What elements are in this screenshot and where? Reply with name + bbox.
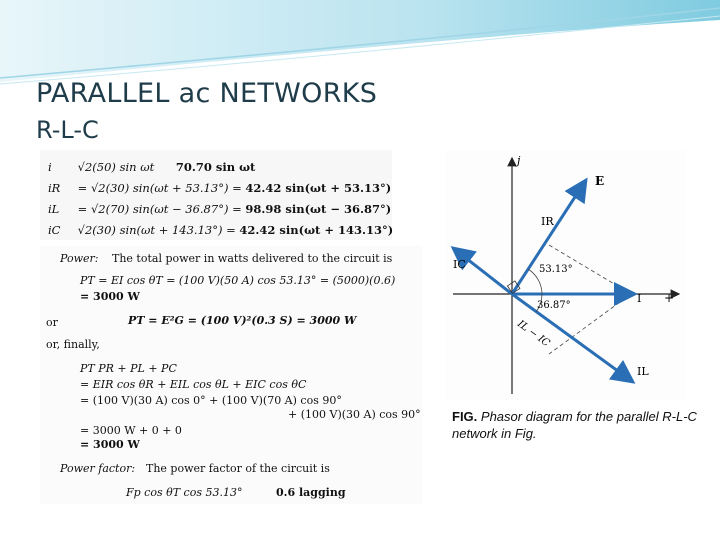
vector-e [512, 180, 586, 294]
slide-title: PARALLEL ac NETWORKS [36, 78, 378, 109]
equation-il: iL = √2(70) sin(ωt − 36.87°) = 98.98 sin(ωt − 36.87°) [48, 202, 392, 216]
slide-subtitle: R-L-C [36, 116, 99, 144]
power-calculation [40, 246, 422, 504]
angle-label-1: 53.13° [539, 264, 573, 275]
axis-label-plus: + [664, 291, 675, 305]
label-ic: IC [453, 258, 466, 271]
sum-line-6: = 3000 W [80, 438, 140, 451]
or-label: or [46, 316, 58, 329]
power-factor-text: The power factor of the circuit is [146, 462, 330, 475]
power-factor-label: Power factor: [60, 462, 136, 475]
label-ir: IR [541, 215, 554, 228]
sum-line-2: = EIR cos θR + EIL cos θL + EIC cos θC [80, 378, 307, 391]
fp-line: Fp cos θT cos 53.13° [126, 486, 243, 499]
power-line-1: PT = EI cos θT = (100 V)(50 A) cos 53.13° = (5000)(0.6) [80, 274, 396, 287]
angle-label-2: 36.87° [537, 300, 571, 311]
equation-ir: iR = √2(30) sin(ωt + 53.13°) = 42.42 sin(ωt + 53.13°) [48, 181, 392, 195]
label-i: I [637, 292, 642, 305]
figure-caption [452, 408, 712, 442]
caption-text: Phasor diagram for the parallel R-L-C network in Fig. [452, 409, 697, 441]
header-wave-decoration [0, 0, 720, 90]
power-alt-line: PT = E²G = (100 V)²(0.3 S) = 3000 W [128, 314, 357, 327]
axis-label-j: j [517, 154, 521, 167]
finally-label: or, finally, [46, 338, 100, 351]
label-il-minus-ic: IL − IC [515, 318, 552, 350]
power-line-2: = 3000 W [80, 290, 140, 303]
equation-i: i √2(50) sin ωt 70.70 sin ωt [48, 160, 256, 174]
fp-result: 0.6 lagging [276, 486, 346, 499]
sum-line-5: = 3000 W + 0 + 0 [80, 424, 182, 437]
vector-ic [453, 248, 512, 294]
caption-label: FIG. [452, 409, 478, 424]
sum-line-4: + (100 V)(30 A) cos 90° [288, 408, 421, 421]
current-equations [40, 150, 392, 240]
phasor-diagram [445, 150, 685, 400]
sum-line-1: PT PR + PL + PC [80, 362, 177, 375]
power-text: The total power in watts delivered to the circuit is [112, 252, 393, 265]
equation-ic: iC √2(30) sin(ωt + 143.13°) = 42.42 sin(ωt + 143.13°) [48, 223, 394, 237]
sum-line-3: = (100 V)(30 A) cos 0° + (100 V)(70 A) cos 90° [80, 394, 342, 407]
label-il: IL [637, 365, 649, 378]
label-e: E [595, 174, 605, 188]
power-label: Power: [60, 252, 99, 265]
